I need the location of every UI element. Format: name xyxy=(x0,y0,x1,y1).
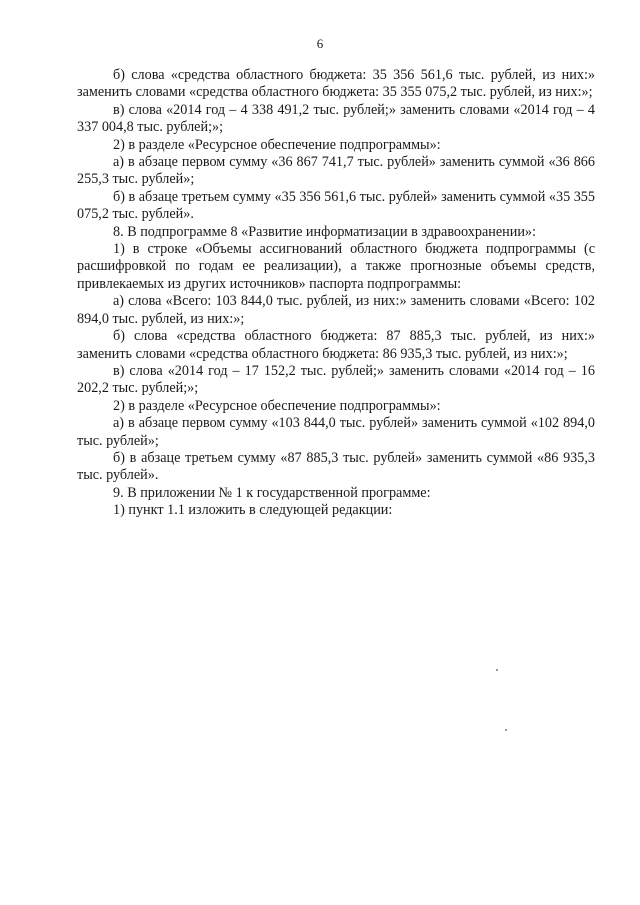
paragraph: 2) в разделе «Ресурсное обеспечение подпрограммы»: xyxy=(113,136,441,153)
paragraph: 1) пункт 1.1 изложить в следующей редакции: xyxy=(113,502,393,519)
paragraph: б) в абзаце третьем сумму «87 885,3 тыс. рублей» заменить суммой «86 935,3 тыс. рублей». xyxy=(77,449,595,484)
paragraph: 8. В подпрограмме 8 «Развитие информатизации в здравоохранении»: xyxy=(113,223,536,240)
paragraph: 2) в разделе «Ресурсное обеспечение подпрограммы»: xyxy=(113,397,441,414)
paragraph: б) слова «средства областного бюджета: 35 356 561,6 тыс. рублей, из них:» заменить словами «средства областного бюджета: 35 355 075,2 тыс. рублей, из них:»; xyxy=(77,67,595,101)
paragraph: в) слова «2014 год – 4 338 491,2 тыс. рублей;» заменить словами «2014 год – 4 337 004,8 тыс. рублей;»; xyxy=(77,101,595,136)
paragraph: а) в абзаце первом сумму «36 867 741,7 тыс. рублей» заменить суммой «36 866 255,3 тыс. рублей»; xyxy=(77,154,595,188)
paragraph: б) в абзаце третьем сумму «35 356 561,6 тыс. рублей» заменить суммой «35 355 075,2 тыс. рублей». xyxy=(77,188,595,223)
document-body xyxy=(77,67,595,520)
scan-speck xyxy=(505,729,507,731)
paragraph: 1) в строке «Объемы ассигнований областного бюджета подпрограммы (с расшифровкой по годам ее реализации), а также прогнозные объемы средств, привлекаемых из других источников» паспорта подпрограммы: xyxy=(77,241,595,292)
scan-speck xyxy=(496,669,498,671)
paragraph: в) слова «2014 год – 17 152,2 тыс. рублей;» заменить словами «2014 год – 16 202,2 тыс. рублей;»; xyxy=(77,362,595,397)
paragraph: 9. В приложении № 1 к государственной программе: xyxy=(113,484,431,501)
paragraph: б) слова «средства областного бюджета: 87 885,3 тыс. рублей, из них:» заменить словами «средства областного бюджета: 86 935,3 тыс. рублей, из них:»; xyxy=(77,328,595,362)
paragraph: а) в абзаце первом сумму «103 844,0 тыс. рублей» заменить суммой «102 894,0 тыс. рублей»; xyxy=(77,415,595,449)
page-number: 6 xyxy=(316,36,324,51)
paragraph: а) слова «Всего: 103 844,0 тыс. рублей, из них:» заменить словами «Всего: 102 894,0 тыс. рублей, из них:»; xyxy=(77,293,595,327)
